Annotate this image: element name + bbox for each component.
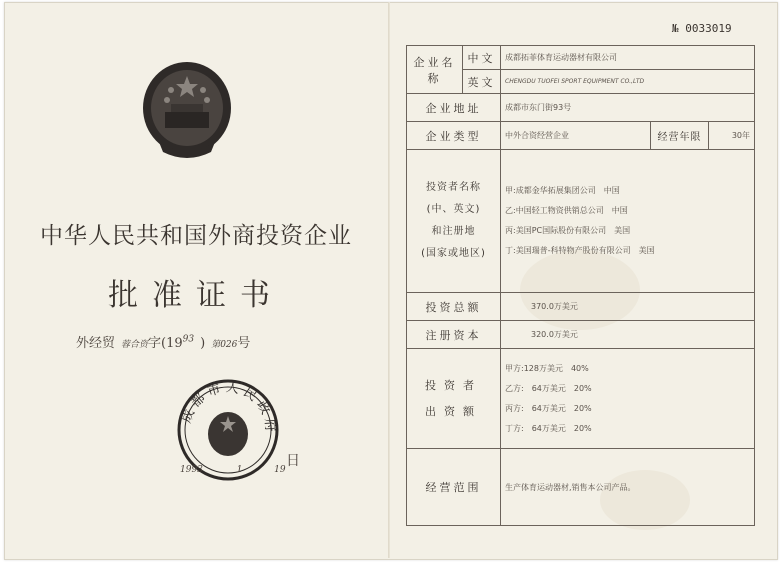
cert-year-close: ) — [200, 336, 206, 351]
investor-item: 丁:美国瑞普-科特物产股份有限公司 美国 — [505, 246, 655, 255]
cert-code-handwritten: 蓉合资 — [121, 340, 149, 350]
cert-hao: 号 — [237, 336, 251, 351]
contribution-item: 丙方: 64万美元 20% — [505, 403, 592, 413]
date-month: 1 — [236, 465, 243, 475]
page-fold — [388, 2, 390, 558]
national-emblem-icon — [141, 60, 233, 162]
certificate-table — [406, 45, 755, 526]
investor-item: 甲:成都金华拓展集团公司 中国 — [505, 186, 620, 195]
total-label: 投资总额 — [407, 293, 501, 321]
certificate-subtitle: 批准证书 — [108, 278, 284, 313]
registered-value: 320.0万美元 — [501, 321, 755, 349]
contribution-item: 丁方: 64万美元 20% — [505, 423, 592, 433]
term-label: 经营年限 — [651, 122, 709, 150]
address-value: 成都市东门街93号 — [501, 94, 755, 122]
date-year: 1993 — [180, 465, 203, 475]
name-zh: 成都拓菲体育运动器材有限公司 — [501, 46, 755, 70]
investor-item: 丙:美国PC国际股份有限公司 美国 — [505, 226, 631, 235]
investor-item: 乙:中国轻工物资供销总公司 中国 — [505, 206, 628, 215]
cert-num-handwritten: 第026 — [211, 340, 238, 350]
type-label: 企业类型 — [407, 122, 501, 150]
certificate-number — [76, 332, 250, 351]
cert-year-handwritten: 93 — [182, 334, 195, 345]
seal-text: 成都市人民政府 — [179, 380, 278, 437]
type-value: 中外合资经营企业 — [501, 122, 651, 150]
date-day: 19 — [274, 465, 286, 475]
left-page — [4, 2, 388, 558]
cert-zi: 字 — [148, 336, 162, 351]
contribution-item: 甲方:128万美元 40% — [505, 363, 589, 373]
scope-label: 经营范围 — [407, 449, 501, 526]
date-day-char: 日 — [286, 453, 300, 469]
contrib-label: 投资者 出资额 — [407, 349, 501, 449]
certificate-title: 中华人民共和国外商投资企业 — [40, 223, 352, 249]
investors-list — [501, 150, 755, 293]
name-en: CHENGDU TUOFEI SPORT EQUIPMENT CO.,LTD — [501, 70, 755, 94]
cert-year-open: (19 — [161, 336, 183, 351]
investors-label: 投资者名称 (中、英文) 和注册地 (国家或地区) — [407, 150, 501, 293]
registered-label: 注册资本 — [407, 321, 501, 349]
issue-date — [180, 465, 286, 475]
total-value: 370.0万美元 — [501, 293, 755, 321]
term-value: 30年 — [709, 122, 755, 150]
en-label: 英文 — [463, 70, 501, 94]
contribution-item: 乙方: 64万美元 20% — [505, 383, 592, 393]
serial-number: № 0033019 — [672, 22, 732, 35]
contributions-list — [501, 349, 755, 449]
cert-prefix: 外经贸 — [76, 336, 116, 351]
address-label: 企业地址 — [407, 94, 501, 122]
scope-value: 生产体育运动器材,销售本公司产品。 — [501, 449, 755, 526]
name-label: 企业名称 — [407, 46, 463, 94]
zh-label: 中文 — [463, 46, 501, 70]
